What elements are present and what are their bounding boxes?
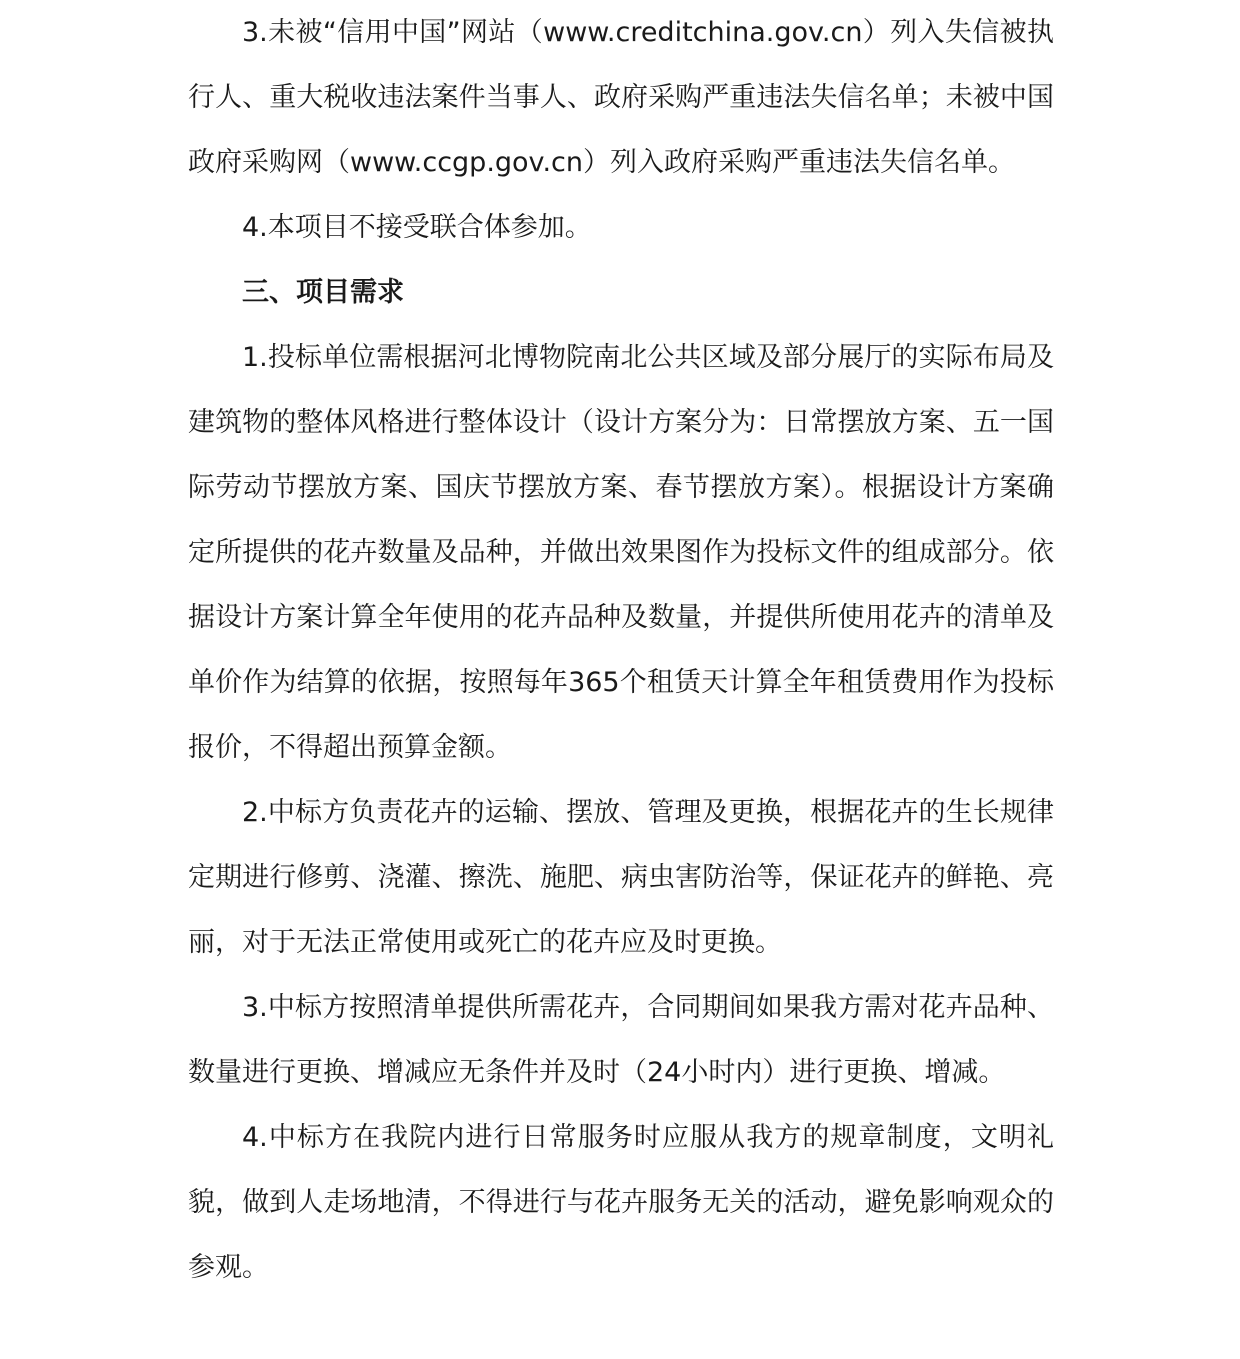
document-body — [188, 0, 1054, 1300]
paragraph-requirement-2: 2.中标方负责花卉的运输、摆放、管理及更换，根据花卉的生长规律定期进行修剪、浇灌、擦洗、施肥、病虫害防治等，保证花卉的鲜艳、亮丽，对于无法正常使用或死亡的花卉应及时更换。 — [188, 797, 1054, 958]
paragraph-qualification-3: 3.未被“信用中国”网站（www.creditchina.gov.cn）列入失信被执行人、重大税收违法案件当事人、政府采购严重违法失信名单；未被中国政府采购网（www.ccgp.gov.cn）列入政府采购严重违法失信名单。 — [188, 17, 1054, 178]
paragraph-requirement-4: 4.中标方在我院内进行日常服务时应服从我方的规章制度，文明礼貌，做到人走场地清，不得进行与花卉服务无关的活动，避免影响观众的参观。 — [188, 1122, 1054, 1283]
paragraph-qualification-4: 4.本项目不接受联合体参加。 — [242, 212, 592, 243]
paragraph-requirement-1: 1.投标单位需根据河北博物院南北公共区域及部分展厅的实际布局及建筑物的整体风格进行整体设计（设计方案分为：日常摆放方案、五一国际劳动节摆放方案、国庆节摆放方案、春节摆放方案）。根据设计方案确定所提供的花卉数量及品种，并做出效果图作为投标文件的组成部分。依据设计方案计算全年使用的花卉品种及数量，并提供所使用花卉的清单及单价作为结算的依据，按照每年365个租赁天计算全年租赁费用作为投标报价，不得超出预算金额。 — [188, 342, 1054, 763]
paragraph-requirement-3: 3.中标方按照清单提供所需花卉，合同期间如果我方需对花卉品种、数量进行更换、增减应无条件并及时（24小时内）进行更换、增减。 — [188, 992, 1054, 1088]
section-heading: 三、项目需求 — [242, 277, 404, 308]
